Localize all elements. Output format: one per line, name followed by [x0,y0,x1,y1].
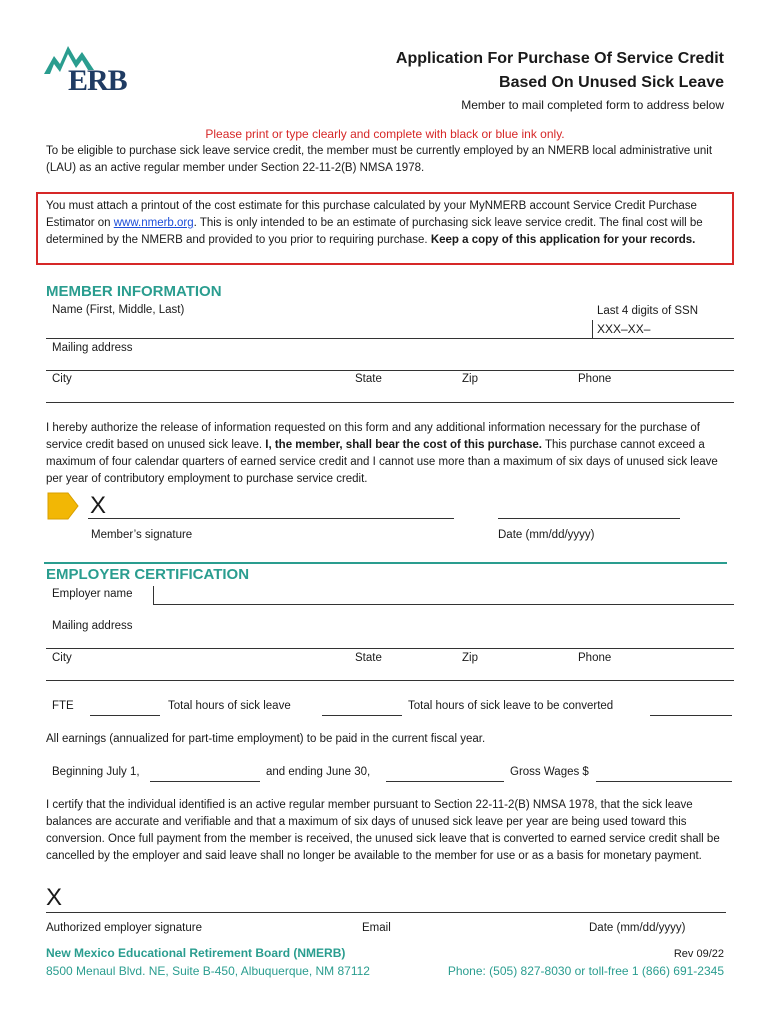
member-mailing-label: Mailing address [52,342,133,354]
member-mailing-field[interactable] [46,340,734,370]
converted-hours-label: Total hours of sick leave to be converted [408,700,614,712]
cost-estimate-notice [36,192,734,265]
employer-zip-field[interactable] [457,650,572,680]
employer-city-label: City [52,652,72,664]
employer-city-field[interactable] [46,650,348,680]
employer-name-label: Employer name [52,588,133,600]
member-signature-label: Member’s signature [91,529,193,541]
fte-field[interactable] [90,700,160,716]
member-city-label: City [52,373,72,385]
nmerb-website-link[interactable]: www.nmerb.org [113,217,194,229]
member-signature-field[interactable] [88,490,454,518]
member-section-heading: MEMBER INFORMATION [46,283,222,300]
ssn-field[interactable] [592,320,734,338]
employer-state-field[interactable] [350,650,455,680]
member-zip-label: Zip [462,373,478,385]
footer-revision: Rev 09/22 [673,948,724,960]
form-subtitle: Member to mail completed form to address below [461,98,724,112]
title-line-1: Application For Purchase Of Service Credit [395,50,724,67]
earnings-text: All earnings (annualized for part-time employment) to be paid in the current fiscal year. [46,733,486,745]
form-title [396,50,724,92]
employer-phone-label: Phone [578,652,612,664]
member-state-label: State [355,373,382,385]
member-city-field[interactable] [46,372,348,402]
total-hours-label: Total hours of sick leave [168,700,291,712]
footer-org-name: New Mexico Educational Retirement Board (NMERB) [46,946,346,960]
employer-signature-field[interactable] [46,884,726,912]
ending-label: and ending June 30, [266,766,371,778]
member-state-field[interactable] [350,372,455,402]
member-date-label: Date (mm/dd/yyyy) [498,529,595,541]
member-name-label: Name (First, Middle, Last) [52,304,185,316]
employer-mailing-field[interactable] [46,618,734,648]
total-hours-field[interactable] [322,700,402,716]
fte-label: FTE [52,700,74,712]
employer-mailing-label: Mailing address [52,620,133,632]
employer-section-heading: EMPLOYER CERTIFICATION [46,566,250,583]
ssn-prefix: XXX–XX– [597,322,651,336]
member-zip-field[interactable] [457,372,572,402]
ssn-label: Last 4 digits of SSN [597,305,698,317]
sign-here-arrow-icon [46,491,80,521]
employer-date-label: Date (mm/dd/yyyy) [589,922,686,934]
footer-address: 8500 Menaul Blvd. NE, Suite B-450, Albuquerque, NM 87112 [46,964,370,978]
employer-signature-label: Authorized employer signature [46,922,202,934]
member-date-field[interactable] [498,490,680,518]
converted-hours-field[interactable] [650,700,732,716]
member-authorization-text: I hereby authorize the release of information requested on this form and any additional information necessary for the purchase of service credit based on unused sick leave. I, the member, shall bear the cost of this purchase. This purchase cannot exceed a maximum of four calendar quarters of earned service credit and I cannot use more than a maximum of six days of unused sick leave per year of contributory employment to purchase service credit. [46,422,718,485]
title-line-2: Based On Unused Sick Leave [499,74,724,91]
notice-text-2: . This is only intended to be an estimate of purchasing sick leave service credit. The final cost will be determined by the NMERB and provided to you prior to requiring purchase. [46,217,703,246]
member-name-field[interactable] [46,302,592,338]
notice-keep-copy: Keep a copy of this application for your records. [430,234,696,246]
eligibility-text: To be eligible to purchase sick leave service credit, the member must be currently employed by an NMERB local administrative unit (LAU) as an active regular member under Section 22-11-2(B) NMSA 1978. [46,145,713,174]
beginning-year-field[interactable] [150,766,260,782]
employer-zip-label: Zip [462,652,478,664]
employer-state-label: State [355,652,382,664]
logo-text: ERB [68,64,127,97]
gross-wages-label: Gross Wages $ [510,766,589,778]
employer-sign-x: X [46,884,63,911]
member-phone-field[interactable] [573,372,734,402]
member-phone-label: Phone [578,373,612,385]
footer-phone: Phone: (505) 827-8030 or toll-free 1 (866) 691-2345 [447,964,724,978]
ending-year-field[interactable] [386,766,504,782]
employer-email-label: Email [362,922,391,934]
print-notice: Please print or type clearly and complete with black or blue ink only. [205,127,565,141]
employer-phone-field[interactable] [573,650,734,680]
nmerb-logo [44,44,134,96]
beginning-label: Beginning July 1, [52,766,140,778]
notice-text-1: You must attach a printout of the cost estimate for this purchase calculated by your MyNMERB account Service Credit Purchase Estimator on [46,200,697,229]
certification-text: I certify that the individual identified is an active regular member pursuant to Section 22-11-2(B) NMSA 1978, that the sick leave balances are accurate and verifiable and that a maximum of six days of unused sick leave per year are being used toward this conversion. Once full payment from the member is received, the unused sick leave that is converted to earned service credit shall be cancelled by the employer and said leave shall no longer be available to the member for use or as a basis for monetary payment. [46,799,720,862]
member-sign-x: X [90,492,107,519]
gross-wages-field[interactable] [596,766,732,782]
employer-name-field[interactable] [154,584,734,604]
